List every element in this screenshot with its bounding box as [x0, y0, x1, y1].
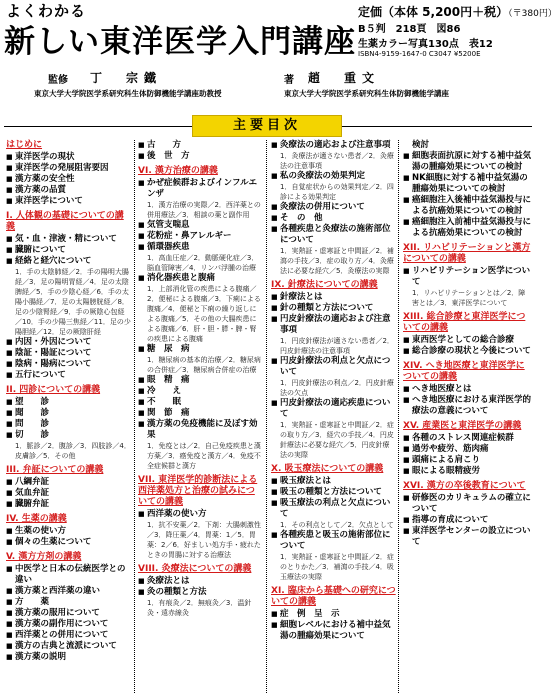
toc-section-heading: XVI. 漢方の卒後教育について [403, 481, 526, 491]
toc-item: ■ 漢方薬の安全性 [6, 174, 131, 185]
toc-item: ■ 細胞表面抗原に対する補中益気湯の腫瘍効果についての検討 [403, 151, 531, 173]
toc-item: ■ 私の灸療法の効果判定 [271, 171, 396, 182]
toc-item: ■ 古 方 [138, 140, 263, 151]
toc-section-heading: IV. 生薬の講義 [6, 514, 67, 524]
toc-section-heading: IX. 針療法についての講義 [271, 280, 378, 290]
toc-item: ■ 内因・外因について [6, 337, 131, 348]
toc-subitems: 1．自覚症状からの効果判定／2．四診による効果判定 [280, 183, 394, 201]
column-divider [266, 140, 267, 693]
toc-item: ■ 望 診 [6, 397, 131, 408]
toc-item: ■ 頭痛による肩こり [403, 455, 531, 466]
title-kicker: よくわかる [6, 2, 87, 20]
author-affiliation: 東京大学大学院医学系研究科生体防御機能学講座 [284, 89, 449, 98]
toc-item: ■ 消化器疾患と腹痛 [138, 273, 263, 284]
toc-item: ■ 五行について [6, 370, 131, 381]
toc-item: ■ 気血弁証 [6, 488, 131, 499]
toc-section-heading: XV. 産業医と東洋医学の講義 [403, 421, 522, 431]
toc-subitems: 1．手の太陰肺経／2．手の陽明大腸経／3．足の陽明胃経／4．足の太陰脾経／5．手の少陰心経／6．手の太陽小腸経／7．足の太陽膀胱経／8．足の少陰腎経／9．手の厥陰心包経／10．手の少陽三焦経／11．足の少陽胆経／12．足の厥陰肝経 [15, 268, 131, 336]
toc-subitems: 1．糖尿病の基本的治療／2．糖尿病の合併症／3．糖尿病合併症の治療 [147, 356, 261, 374]
toc-item: ■ へき地医療とは [403, 384, 531, 395]
toc-item: ■ 八綱弁証 [6, 477, 131, 488]
toc-item: ■ へき地医療における東洋医学的療法の意義について [403, 395, 531, 417]
supervisor-affiliation: 東京大学大学院医学系研究科生体防御機能学講座助教授 [34, 89, 222, 98]
toc-item: ■ 円皮針療法の適応疾患について [271, 398, 396, 420]
author-name: 趙 重文 [308, 71, 381, 85]
toc-subitems: 1．その利点として／2．欠点として [280, 521, 394, 529]
toc-subitems: 1．高血圧症／2．動脈硬化症／3．脳血管障害／4．リンパ浮腫の治療 [147, 254, 259, 272]
toc-subitems: 1．実熱証・虚寒証と中間証／2．症の取り方／3．経穴の手技／4．円皮針療法に必要な経穴／5．円皮針療法の実際 [280, 421, 394, 459]
toc-item: ■ 吸玉の種類と方法について [271, 487, 396, 498]
toc-item: ■ 漢方薬の品質 [6, 185, 131, 196]
price [358, 3, 557, 20]
toc-item: ■ 問 診 [6, 419, 131, 430]
supervisor-role: 監修 [48, 75, 68, 86]
toc-section-heading: X. 吸玉療法についての講義 [271, 464, 384, 474]
isbn: ISBN4-9159-1647-0 C3047 ¥5200E [358, 50, 481, 58]
toc-item: ■ リハビリテーション医学について [403, 266, 531, 288]
toc-subitems: 1．脈診／2．腹診／3．四肢診／4．皮膚診／5．その他 [15, 442, 131, 460]
toc-subitems: 1．円皮針療法が適さない患者／2．円皮針療法の注意事項 [280, 337, 394, 355]
toc-item: ■ 針の種類と方法について [271, 303, 396, 314]
toc-item: ■ 関 節 痛 [138, 408, 263, 419]
toc-item: ■ 細胞レベルにおける補中益気湯の腫瘍効果について [271, 620, 396, 642]
toc-item: ■ 総合診療の現状と今後について [403, 346, 531, 357]
toc-item: ■ 漢方薬の説明 [6, 652, 131, 663]
toc-item: ■ 後 世 方 [138, 151, 263, 162]
toc-section-heading: XI. 臨床から基礎への研究についての講義 [271, 586, 396, 607]
book-title: 新しい東洋医学入門講座 [4, 24, 356, 60]
toc-item: ■ 陰証・陽証について [6, 348, 131, 359]
toc-item: ■ 漢方薬の免疫機能に及ぼす効果 [138, 419, 263, 441]
toc-item: ■ 臓腑弁証 [6, 499, 131, 510]
toc-item: ■ 東洋医学の現状 [6, 152, 131, 163]
toc-item: ■ 冷 え [138, 386, 263, 397]
toc-section-heading: XIV. へき地医療と東洋医学についての講義 [403, 361, 525, 382]
toc-item: ■ 灸療法とは [138, 576, 263, 587]
book-spec: B５判 218頁 図86 [358, 24, 461, 35]
toc-item: ■ 気管支喘息 [138, 220, 263, 231]
toc-item: ■ 方 薬 [6, 597, 131, 608]
toc-section-heading: XII. リハビリテーションと漢方についての講義 [403, 243, 531, 264]
toc-item: ■ 臓腑について [6, 245, 131, 256]
toc-item: ■ 円皮針療法の利点と欠点について [271, 356, 396, 378]
toc-section-heading: VII. 東洋医学的診断法による西洋薬処方と治療の試みについての講義 [138, 475, 258, 507]
toc-item: ■ 切 診 [6, 430, 131, 441]
toc-item: ■ 経絡と経穴について [6, 256, 131, 267]
toc-subitems: 1．抗不安薬／2．下剤：大腸刺激性／3．降圧薬／4．胃薬：1／5．胃薬：2／6．好ましい処方手・疲れたときの胃腸に対する治療法 [147, 521, 261, 559]
toc-item: ■ 症 例 呈 示 [271, 609, 396, 620]
toc-item: ■ 東洋医学の発展阻害要因 [6, 163, 131, 174]
toc-item: ■ そ の 他 [271, 213, 396, 224]
toc-item: ■ 癌細胞注入後補中益気湯投与による抗癌効果についての検討 [403, 195, 531, 217]
toc-section-heading: II. 四診についての講義 [6, 385, 101, 395]
toc-item: ■ 過労や疲労、筋肉痛 [403, 444, 531, 455]
toc-item: ■ 西洋薬との併用について [6, 630, 131, 641]
toc-item: ■ 漢方薬の副作用について [6, 619, 131, 630]
toc-column-1 [6, 140, 131, 699]
toc-item: ■ 東洋医学センターの設立について [403, 526, 531, 548]
toc-item: ■ 眼 精 痛 [138, 375, 263, 386]
toc-subitems: 1．実熱証・虚寒証と中間証／2．症のとりかた／3．補瀉の手技／4．吸玉療法の実際 [280, 553, 394, 581]
toc-section-heading: VI. 漢方治療の講義 [138, 166, 218, 176]
toc-item: ■ 漢方薬と西洋薬の違い [6, 586, 131, 597]
toc-item: ■ 中医学と日本の伝統医学との違い [6, 564, 131, 586]
toc-subitems: 1．有痕灸／2．無痕灸／3．温針灸・遠赤線灸 [147, 599, 252, 617]
toc-section-heading: V. 漢方方剤の講義 [6, 552, 82, 562]
photo-count: 生薬カラー写真130点 表12 [358, 39, 493, 50]
toc-section-heading: III. 弁証についての講義 [6, 465, 104, 475]
toc-item: ■ 針療法とは [271, 292, 396, 303]
toc-item: ■ 漢方の古典と流派について [6, 641, 131, 652]
toc-item: ■ 西洋薬の使い方 [138, 509, 263, 520]
toc-item: ■ 不 眠 [138, 397, 263, 408]
toc-section-heading: XIII. 総合診療と東洋医学についての講義 [403, 312, 526, 333]
toc-item: ■ 吸玉療法とは [271, 476, 396, 487]
toc-item: ■ 各種疾患と灸療法の施術部位について [271, 224, 396, 246]
toc-item: ■ 円皮針療法の適応および注意事項 [271, 314, 396, 336]
toc-item: ■ 各種のストレス関連症候群 [403, 433, 531, 444]
column-divider [134, 140, 135, 693]
toc-subitems: 1．灸療法が適さない患者／2．灸療法の注意事項 [280, 152, 394, 170]
toc-item: ■ 漢方薬の服用について [6, 608, 131, 619]
toc-item: ■ 研修医のカリキュラムの確立について [403, 493, 531, 515]
toc-item: 検討 [412, 140, 430, 150]
toc-item: ■ 陰病・陽病について [6, 359, 131, 370]
postage: （〒380円） [508, 9, 557, 19]
toc-item: ■ 東洋医学について [6, 196, 131, 207]
toc-subitems: 1．実熱証・虚寒証と中間証／2．補瀉の手技／3．症の取り方／4．灸療法に必要な経穴／5．灸療法の実際 [280, 247, 394, 275]
toc-item: ■ 指導の育成について [403, 515, 531, 526]
toc-subitems: 1．リハビリテーションとは／2．障害とは／3．東洋医学について [412, 289, 526, 307]
toc-item: ■ 灸療法の併用について [271, 202, 396, 213]
toc-section-heading: VIII. 灸療法についての講義 [138, 564, 252, 574]
toc-item: ■ 個々の生薬について [6, 537, 131, 548]
toc-item: ■ 灸療法の適応および注意事項 [271, 140, 396, 151]
price-label: 定価（本体 5,200円＋税） [358, 5, 509, 19]
column-divider [398, 140, 399, 693]
toc-column-3 [271, 140, 396, 699]
toc-item: ■ 生薬の使い方 [6, 526, 131, 537]
toc-item: ■ 灸の種類と方法 [138, 587, 263, 598]
toc-item: ■ NK細胞に対する補中益気湯の腫瘍効果についての検討 [403, 173, 531, 195]
toc-section-heading: I. 人体観の基礎についての講義 [6, 211, 124, 232]
supervisor-name: 丁 宗鐵 [90, 71, 163, 85]
toc-section-heading: はじめに [6, 140, 43, 150]
toc-subitems: 1．円皮針療法の利点／2．円皮針療法の欠点 [280, 379, 394, 397]
toc-item: ■ 循環器疾患 [138, 242, 263, 253]
toc-item: ■ 気・血・津液・精について [6, 234, 131, 245]
toc-item: ■ 各種疾患と吸玉の施術部位について [271, 530, 396, 552]
author-role: 著 [284, 75, 294, 86]
toc-item: ■ 吸玉療法の利点と欠点について [271, 498, 396, 520]
toc-item: ■ 癌細胞注入前補中益気湯投与による抗癌効果についての検討 [403, 217, 531, 239]
toc-column-2 [138, 140, 263, 699]
toc-item: ■ 聞 診 [6, 408, 131, 419]
toc-subitems: 1．免疫とは／2．自己免疫疾患と漢方薬／3．癌免疫と漢方／4．免疫不全症候群と漢方 [147, 442, 261, 470]
toc-item: ■ 眼による眼精疲労 [403, 466, 531, 477]
toc-column-4 [403, 140, 531, 699]
toc-item: ■ 糖 尿 病 [138, 344, 263, 355]
toc-item: ■ かぜ症候群およびインフルエンザ [138, 178, 263, 200]
toc-subitems: 1．漢方治療の実際／2．西洋薬との併用療法／3．相談の薬と副作用 [147, 201, 261, 219]
toc-item: ■ 東西医学としての総合診療 [403, 335, 531, 346]
toc-item: ■ 花粉症・鼻アレルギー [138, 231, 263, 242]
toc-subitems: 1．上部消化管の疾患による腹痛／2．便秘による腹痛／3．下痢による腹痛／4．便秘と下痢の繰り返しによる腹痛／5．その他の大腸疾患による腹痛／6．肝・胆・膵・脾・腎の疾患による腹痛 [147, 285, 261, 343]
contents-banner: 主要目次 [192, 115, 342, 137]
